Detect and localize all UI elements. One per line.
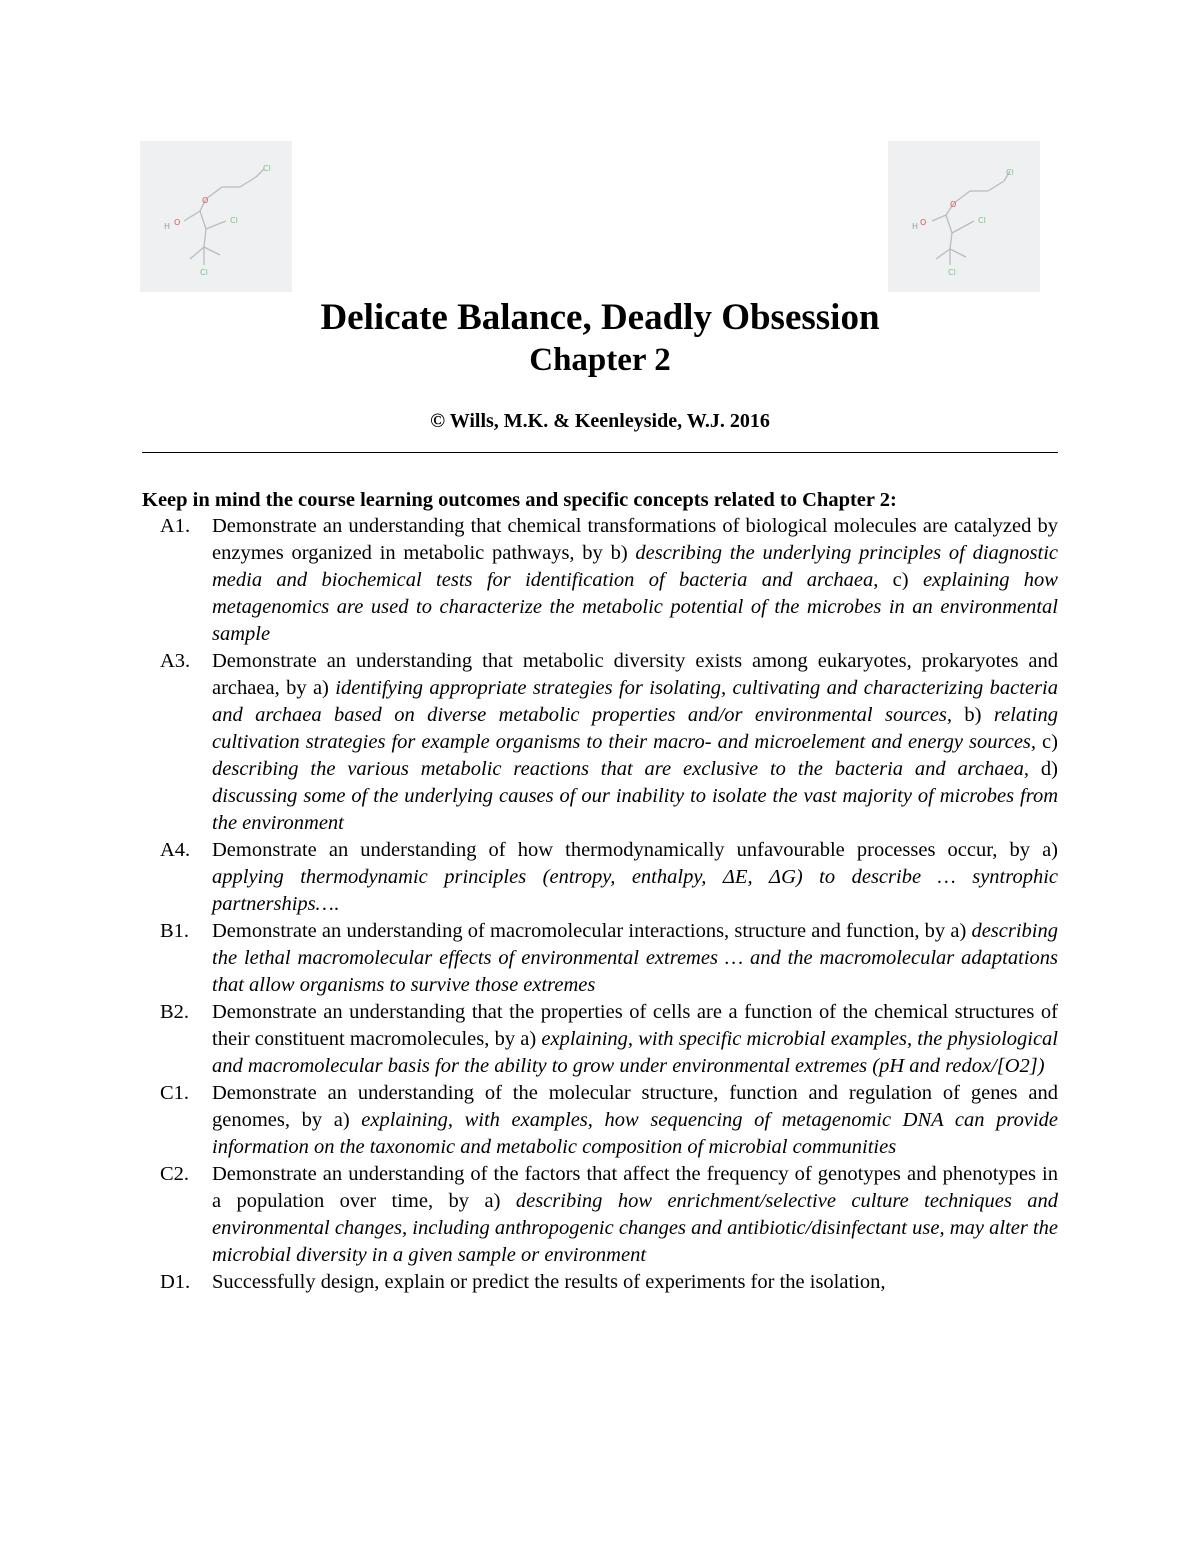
outcome-text: d) [1029, 758, 1058, 780]
outcome-italic-text: identifying appropriate strategies for isolating, cultivating and characterizing bacteria and archaea based on diverse metabolic properties and/or environmental sources, [212, 677, 1058, 726]
outcome-b2 [160, 999, 1058, 1080]
molecule-structure-icon [888, 141, 1040, 292]
document-title: Delicate Balance, Deadly Obsession [320, 297, 880, 338]
chapter-heading: Chapter 2 [529, 342, 671, 378]
outcome-a3 [160, 648, 1058, 837]
atom-label-o: O [920, 218, 927, 227]
outcome-code: B2. [160, 1001, 190, 1023]
outcome-text: Demonstrate an understanding that chemical transformations of biological molecules are catalyzed by enzymes organized in metabolic pathways, by b) [212, 515, 1058, 564]
outcome-text: Demonstrate an understanding that the properties of cells are a function of the chemical structures of their constituent macromolecules, by a) [212, 1001, 1058, 1050]
outcome-code: C1. [160, 1082, 190, 1104]
atom-label-cl: Cl [200, 268, 208, 277]
atom-label-cl: Cl [978, 216, 986, 225]
outcome-italic-text: explaining how metagenomics are used to characterize the metabolic potential of the microbes in an environmental sample [212, 569, 1058, 645]
outcome-italic-text: explaining, with specific microbial examples, the physiological and macromolecular basis for the ability to grow under environmental extremes (pH and redox/[O2]) [212, 1028, 1059, 1077]
outcome-text: Demonstrate an understanding of the factors that affect the frequency of genotypes and phenotypes in a population over time, by a) [212, 1163, 1058, 1212]
outcome-text: Demonstrate an understanding of macromolecular interactions, structure and function, by a) [212, 920, 972, 942]
outcome-italic-text: describing the lethal macromolecular effects of environmental extremes … and the macromolecular adaptations that allow organisms to survive those extremes [212, 920, 1058, 996]
copyright-line: © Wills, M.K. & Keenleyside, W.J. 2016 [430, 410, 770, 432]
outcome-italic-text: describing the underlying principles of diagnostic media and biochemical tests for identification of bacteria and archaea [212, 542, 1058, 591]
atom-label-cl: Cl [1006, 168, 1014, 177]
atom-label-cl: Cl [263, 164, 271, 173]
outcome-italic-text: discussing some of the underlying causes of our inability to isolate the vast majority of microbes from the environment [212, 785, 1058, 834]
outcome-a1 [160, 513, 1058, 648]
outcome-italic-text: relating cultivation strategies for example organisms to their macro- and microelement and energy sources, [212, 704, 1059, 753]
learning-outcomes-list [160, 513, 1058, 1296]
outcome-text: Demonstrate an understanding of the molecular structure, function and regulation of genes and genomes, by a) [212, 1082, 1058, 1131]
outcome-code: A4. [160, 839, 191, 861]
molecule-image-left [140, 141, 292, 292]
outcome-code: C2. [160, 1163, 190, 1185]
outcome-code: B1. [160, 920, 190, 942]
atom-label-cl: Cl [948, 268, 956, 277]
outcome-a4 [160, 837, 1058, 918]
outcome-italic-text: describing how enrichment/selective culture techniques and environmental changes, including anthropogenic changes and antibiotic/disinfectant use, may alter the microbial diversity in a given sample or environment [212, 1190, 1058, 1266]
atom-label-cl: Cl [230, 216, 238, 225]
atom-label-o: O [202, 196, 209, 205]
outcome-code: D1. [160, 1271, 191, 1293]
outcome-c2 [160, 1161, 1058, 1269]
outcome-italic-text: explaining, with examples, how sequencing of metagenomic DNA can provide information on the taxonomic and metabolic composition of microbial communities [212, 1109, 1058, 1158]
outcome-text: Demonstrate an understanding of how thermodynamically unfavourable processes occur, by a) [212, 839, 1058, 861]
intro-heading: Keep in mind the course learning outcomes and specific concepts related to Chapter 2: [142, 489, 897, 511]
outcome-b1 [160, 918, 1058, 999]
outcome-italic-text: applying thermodynamic principles (entropy, enthalpy, ΔE, ΔG) to describe … syntrophic partnerships… [212, 866, 1058, 915]
outcome-d1 [160, 1269, 1058, 1296]
outcome-c1 [160, 1080, 1058, 1161]
outcome-code: A3. [160, 650, 191, 672]
outcome-code: A1. [160, 515, 191, 537]
outcome-text: Successfully design, explain or predict the results of experiments for the isolation, [212, 1271, 886, 1293]
atom-label-h: H [912, 222, 919, 231]
outcome-text: c) [1036, 731, 1058, 753]
outcome-text: , c) [873, 569, 923, 591]
outcome-text: b) [951, 704, 994, 726]
outcome-text: . [333, 893, 340, 915]
atom-label-h: H [164, 222, 171, 231]
atom-label-o: O [174, 218, 181, 227]
atom-label-o: O [950, 200, 957, 209]
molecule-structure-icon [140, 141, 292, 292]
outcome-text: Demonstrate an understanding that metabolic diversity exists among eukaryotes, prokaryotes and archaea, by a) [212, 650, 1058, 699]
molecule-image-right [888, 141, 1040, 292]
horizontal-rule [142, 452, 1058, 453]
outcome-italic-text: describing the various metabolic reactions that are exclusive to the bacteria and archaea, [212, 758, 1030, 780]
